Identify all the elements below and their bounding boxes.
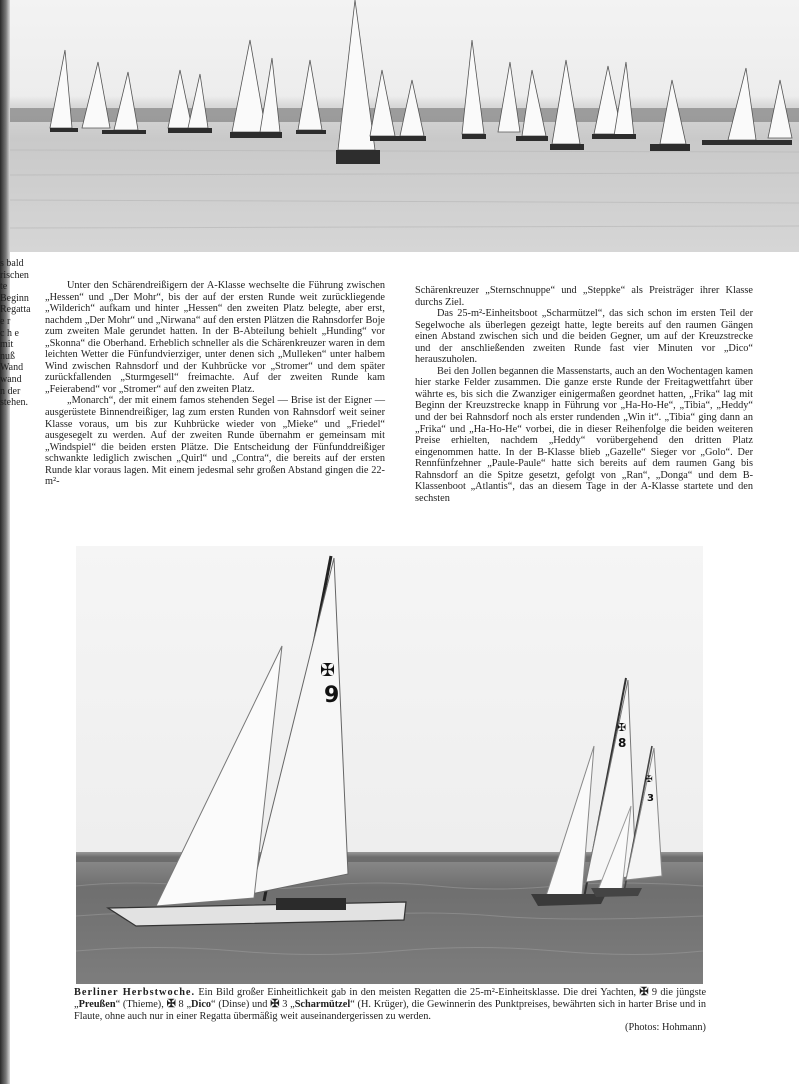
article-paragraph: Bei den Jollen begannen die Massenstarts, auch an den Wochentagen kamen hier starke Felder zusammen. Die ganze erste Runde der Freitagwettfahrt über währte es, bis sich die Zwanziger einigermaßen geordnet hatten, „Frika“ lag mit Beginn der Kreuzstrecke knapp in Führung vor „Ha-Ho-He“, „Tibia“, „Heddy“ und der bei Rahnsdorf noch als erster rundenden „Win it“. „Tibia“ ging dann an „Frika“ und „Ha-Ho-He“ vorbei, die in dieser Reihenfolge die beiden weiteren Preise erhielten, nachdem „Heddy“ vorübergehend den dritten Platz eingenommen hatte. In der B-Klasse blieb „Gazelle“ Sieger vor „Golo“. Der Rennfünfzehner „Paule-Paule“ hatte sich bereits auf dem raumen Gang bis Rahnsdorf an die Spitze gesetzt, gefolgt von „Ran“, „Donga“ und dem B-Klassenboot „Atlantis“, das an diesem Tage in der A-Klasse startete und den sechsten <box>415 365 753 504</box>
article-paragraph: Das 25-m²-Einheitsboot „Scharmützel“, das sich schon im ersten Teil der Segelwoche als überlegen gezeigt hatte, legte bereits auf den raumen Gängen einen Abstand zwischen sich und die beiden Gegner, um auf der Kreuzstrecke und der anschließenden zweiten Runde fast vier Minuten vor „Dico“ herauszuholen. <box>415 308 753 366</box>
caption-text: “ (H. Krüger), die Gewinnerin des Punktpreises, bewährten sich in harter Brise und in Flaute, ohne auch nur in einer Regatta übermäßig weit auseinandergerissen zu werden. <box>74 998 707 1022</box>
cutoff-line: Beginn <box>0 292 29 304</box>
cutoff-line: c h e <box>0 327 19 339</box>
svg-text:✠: ✠ <box>320 660 336 681</box>
caption-text: Ein Bild großer Einheitlichkeit gab in den meisten Regatten die 25-m²-Einheitsklasse. Die drei Yachten, <box>195 987 640 998</box>
yacht-name: Scharmützel <box>294 998 351 1010</box>
article-column-right <box>415 285 753 504</box>
caption-text: 9 die jüngste „ <box>74 987 707 1010</box>
cutoff-line: n der <box>0 385 21 397</box>
yacht-name: Dico <box>191 998 212 1010</box>
regatta-photo-top <box>10 0 799 252</box>
cutoff-line: e r <box>0 315 11 327</box>
photo-caption <box>74 987 706 1034</box>
cutoff-line: mit <box>0 339 14 351</box>
article-paragraph: „Monarch“, der mit einem famos stehenden Segel — Brise ist der Eigner — ausgerüstete Binnendreißiger, lag zum ersten Runden von Rahnsdorf weit seiner Klasse voraus, um bis zur Kuhbrücke wieder von „Mieke“ und „Friedel“ ausgesegelt zu werden. Auf der zweiten Runde übernahm er gemeinsam mit „Windspiel“ die beiden ersten Plätze. Die Entscheidung der Fünfunddreißiger schwankte lediglich zwischen „Quirl“ und „Contra“, die bereits auf der ersten Runde klar voraus lagen. Mit einem jedesmal sehr großen Abstand gingen die 22-m²- <box>45 395 385 488</box>
cutoff-line: nuß <box>0 350 15 362</box>
article-paragraph: Unter den Schärendreißigern der A-Klasse wechselte die Führung zwischen „Hessen“ und „Der Mohr“, bis der auf der ersten Runde weit zurückliegende „Wilderich“ aufkam und hinter „Hessen“ den zweiten Platz belegte, aber erst, nachdem „Der Mohr“ und „Nirwana“ auf den ersten Plätzen die Rahnsdorfer Boje zum zweiten Male gerundet hatten. In der B-Abteilung behielt „Hunding“ vor „Skonna“ die Oberhand. Erheblich schneller als die Schärenkreuzer waren in dem leichten Wetter die Fünfundvierziger, unter denen sich „Mulleken“ unter halbem Wind zwischen Rahnsdorf und der Kuhbrücke vor „Stromer“ und dem später zurückfallenden „Sturmgesell“ freimachte. Auf der zweiten Runde kam „Feierabend“ vor „Stromer“ auf den zweiten Platz. <box>45 280 385 395</box>
caption-text: 8 „ <box>175 998 192 1010</box>
regatta-fleet-illustration <box>10 0 799 252</box>
sail-number-8: 8 <box>618 736 627 750</box>
binding-gutter <box>0 0 10 1084</box>
cross-icon: ✠ <box>166 997 176 1010</box>
photo-credit: (Photos: Hohmann) <box>625 1022 706 1034</box>
article-column-left <box>45 280 385 488</box>
caption-text: “ (Dinse) und <box>211 998 271 1010</box>
cross-icon: ✠ <box>270 997 280 1010</box>
cutoff-line: Regatta <box>0 304 31 316</box>
cutoff-line: rischen <box>0 269 29 281</box>
cutoff-line: stehen. <box>0 397 29 409</box>
yacht-name: Preußen <box>78 998 116 1010</box>
cutoff-line: Wand <box>0 362 24 374</box>
cross-icon: ✠ <box>639 986 649 998</box>
sailboats-photo-bottom <box>76 546 703 984</box>
cutoff-line: s bald <box>0 258 24 269</box>
caption-lead: Berliner Herbstwoche. <box>74 987 196 998</box>
cutoff-line: wand <box>0 373 22 385</box>
three-yachts-illustration <box>76 546 703 984</box>
svg-text:✠: ✠ <box>617 721 627 734</box>
cutoff-line: te <box>0 281 8 293</box>
sail-number-9: 9 <box>324 683 340 708</box>
svg-text:✠: ✠ <box>645 775 653 785</box>
left-cutoff-column <box>0 258 34 409</box>
caption-text: “ (Thieme), <box>115 998 167 1010</box>
article-paragraph: Schärenkreuzer „Sternschnuppe“ und „Steppke“ als Preisträger ihrer Klasse durchs Ziel. <box>415 285 753 308</box>
caption-text: 3 „ <box>279 998 295 1010</box>
sail-number-3: 3 <box>647 793 654 804</box>
